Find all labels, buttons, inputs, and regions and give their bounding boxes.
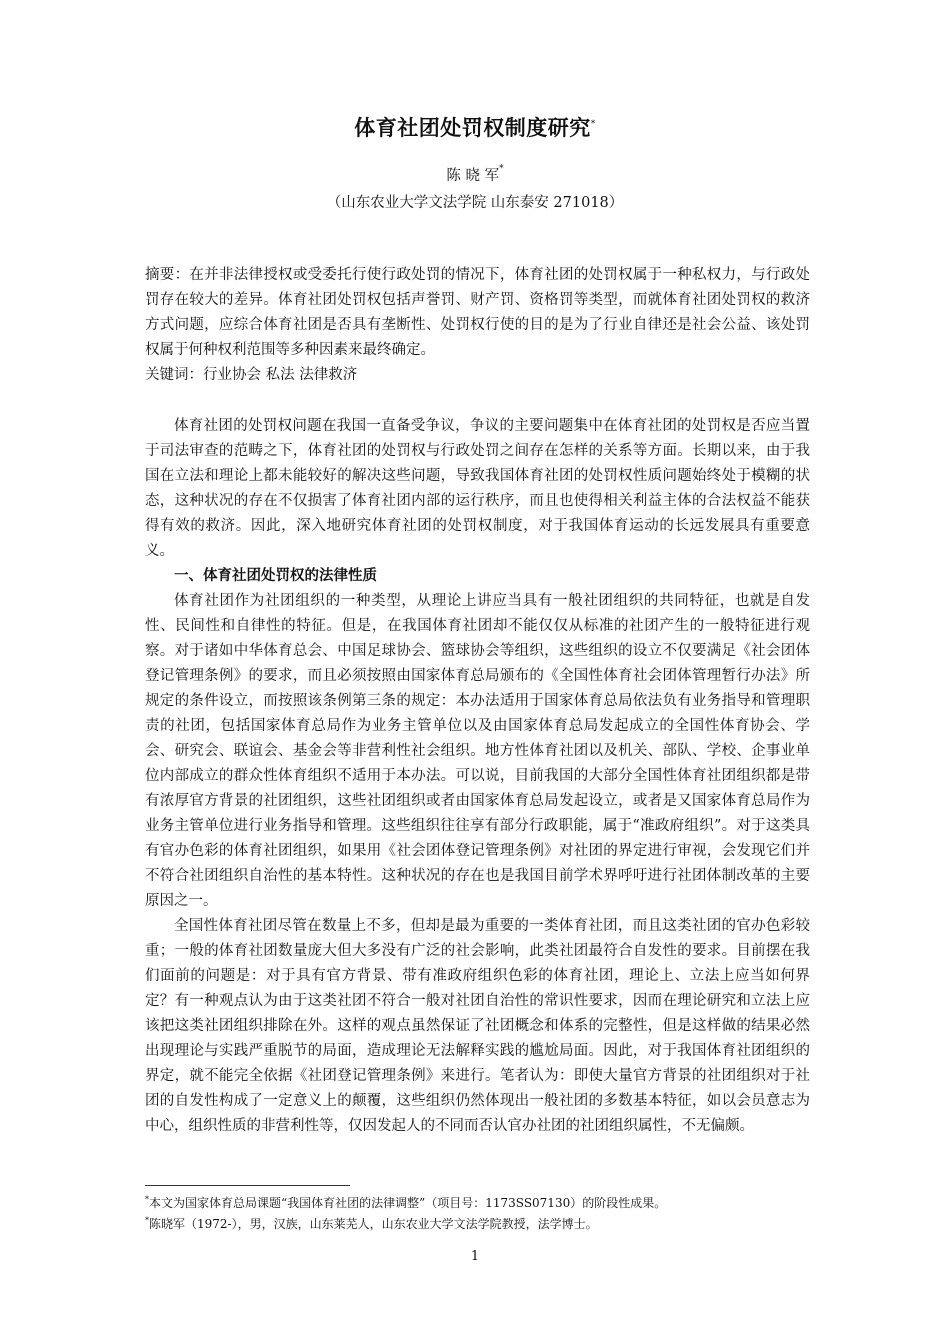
footnote-1 — [145, 1191, 810, 1212]
abstract-block — [145, 263, 810, 388]
footnote-mark: * — [145, 1195, 149, 1204]
keywords: 关键词：行业协会 私法 法律救济 — [145, 367, 358, 383]
footnotes — [145, 1191, 810, 1233]
section-heading: 一、体育社团处罚权的法律性质 — [174, 568, 377, 584]
paragraph: 体育社团作为社团组织的一种类型，从理论上讲应当具有一般社团组织的共同特征，也就是自发性、民间性和自律性的特征。但是，在我国体育社团却不能仅仅从标准的社团产生的一般特征进行观察。对于诸如中华体育总会、中国足球协会、篮球协会等组织，这些组织的设立不仅要满足《社会团体登记管理条例》的要求，而且必须按照由国家体育总局颁布的《全国性体育社会团体管理暂行办法》所规定的条件设立，而按照该条例第三条的规定：本办法适用于国家体育总局依法负有业务指导和管理职责的社团，包括国家体育总局作为业务主管单位以及由国家体育总局发起成立的全国性体育协会、学会、研究会、联谊会、基金会等非营利性社会组织。地方性体育社团以及机关、部队、学校、企事业单位内部成立的群众性体育组织不适用于本办法。可以说，目前我国的大部分全国性体育社团组织都是带有浓厚官方背景的社团组织，这些社团组织或者由国家体育总局发起设立，或者是又国家体育总局作为业务主管单位进行业务指导和管理。这些组织往往享有部分行政职能，属于“准政府组织”。对于这类具有官办色彩的体育社团组织，如果用《社会团体登记管理条例》对社团的界定进行审视，会发现它们并不符合社团组织自治性的基本特性。这种状况的存在也是我国目前学术界呼吁进行社团体制改革的主要原因之一。 — [145, 593, 810, 909]
title-text: 体育社团处罚权制度研究 — [354, 116, 591, 140]
author-name — [0, 164, 950, 185]
page-number: 1 — [470, 1249, 480, 1264]
body-text — [145, 414, 810, 1139]
footnote-divider — [145, 1185, 350, 1186]
footnote-2-text: 陈晓军（1972-），男，汉族，山东莱芜人，山东农业大学文法学院教授，法学博士。 — [149, 1217, 598, 1231]
abstract-text: 摘要：在并非法律授权或受委托行使行政处罚的情况下，体育社团的处罚权属于一种私权力，与行政处罚存在较大的差异。体育社团处罚权包括声誉罚、财产罚、资格罚等类型，而就体育社团处罚权的救济方式问题，应综合体育社团是否具有垄断性、处罚权行使的目的是为了行业自律还是社会公益、该处罚权属于何种权利范围等多种因素来最终确定。 — [145, 267, 810, 358]
footnote-1-text: 本文为国家体育总局课题“我国体育社团的法律调整”（项目号：1173SS07130）的阶段性成果。 — [149, 1196, 667, 1210]
footnote-2 — [145, 1212, 810, 1233]
author-text: 陈 晓 军 — [446, 168, 500, 184]
author-footnote-mark: * — [499, 164, 504, 174]
footnote-mark: * — [145, 1216, 149, 1225]
paragraph-intro: 体育社团的处罚权问题在我国一直备受争议，争议的主要问题集中在体育社团的处罚权是否应当置于司法审查的范畴之下，体育社团的处罚权与行政处罚之间存在怎样的关系等方面。长期以来，由于我国在立法和理论上都未能较好的解决这些问题，导致我国体育社团的处罚权性质问题始终处于模糊的状态，这种状况的存在不仅损害了体育社团内部的运行秩序，而且也使得相关利益主体的合法权益不能获得有效的救济。因此，深入地研究体育社团的处罚权制度，对于我国体育运动的长远发展具有重要意义。 — [145, 418, 810, 559]
paper-title — [0, 112, 950, 142]
author-affiliation: （山东农业大学文法学院 山东泰安 271018） — [326, 195, 624, 211]
paragraph: 全国性体育社团尽管在数量上不多，但却是最为重要的一类体育社团，而且这类社团的官办色彩较重；一般的体育社团数量庞大但大多没有广泛的社会影响，此类社团最符合自发性的要求。目前摆在我们面前的问题是：对于具有官方背景、带有准政府组织色彩的体育社团，理论上、立法上应当如何界定？有一种观点认为由于这类社团不符合一般对社团自治性的常识性要求，因而在理论研究和立法上应该把这类社团组织排除在外。这样的观点虽然保证了社团概念和体系的完整性，但是这样做的结果必然出现理论与实践严重脱节的局面，造成理论无法解释实践的尴尬局面。因此，对于我国体育社团组织的界定，就不能完全依据《社团登记管理条例》来进行。笔者认为：即使大量官方背景的社团组织对于社团的自发性构成了一定意义上的颠覆，这些组织仍然体现出一般社团的多数基本特征，如以会员意志为中心，组织性质的非营利性等，仅因发起人的不同而否认官办社团的社团组织属性，不无偏颇。 — [145, 918, 810, 1134]
title-footnote-mark: * — [590, 119, 596, 129]
